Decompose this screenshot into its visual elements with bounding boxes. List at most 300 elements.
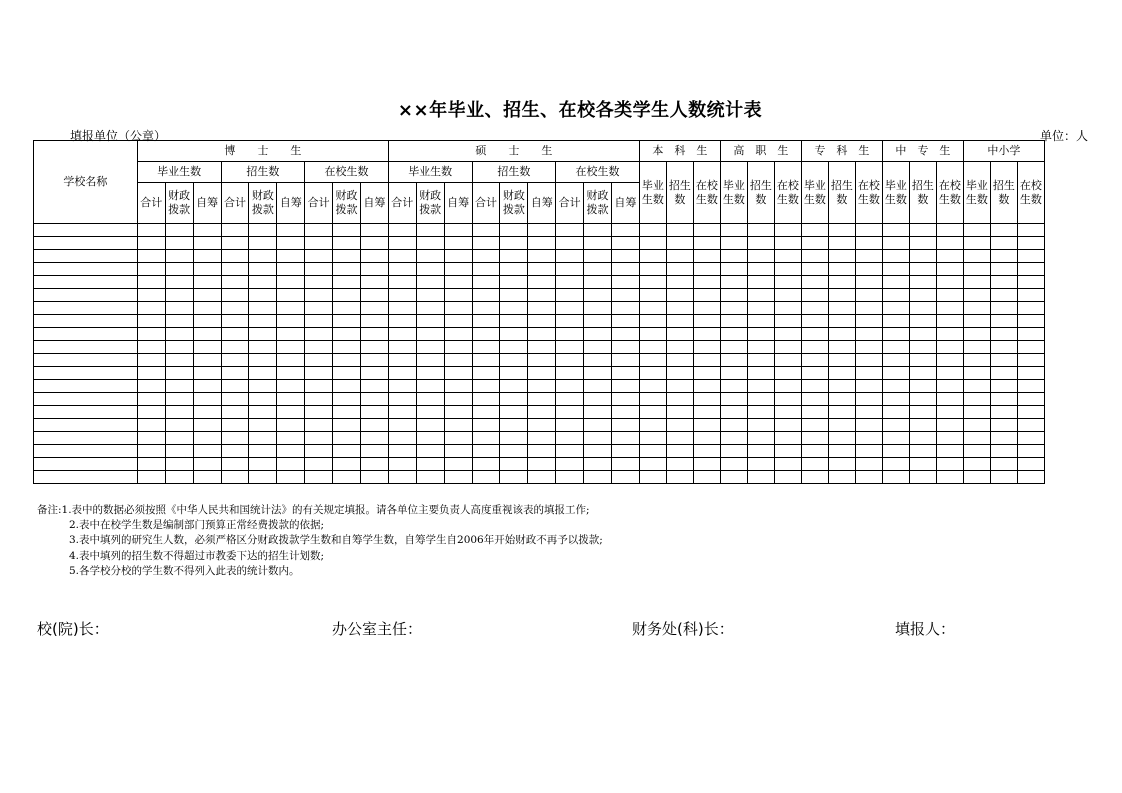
mas-grad-self: 自筹 bbox=[444, 183, 472, 224]
table-cell bbox=[882, 237, 909, 250]
table-cell bbox=[693, 471, 720, 484]
table-cell bbox=[137, 393, 165, 406]
table-cell bbox=[137, 406, 165, 419]
table-cell bbox=[472, 302, 500, 315]
doc-enroll-header: 招生数 bbox=[221, 162, 305, 183]
sv-enroll: 招生数 bbox=[909, 162, 936, 224]
table-cell bbox=[720, 445, 747, 458]
ug-enroll: 招生数 bbox=[666, 162, 693, 224]
finance-head-signature: 财务处(科)长： bbox=[632, 620, 734, 638]
table-cell bbox=[855, 263, 882, 276]
table-row bbox=[34, 367, 1122, 380]
table-cell bbox=[747, 315, 774, 328]
table-row bbox=[34, 406, 1122, 419]
table-cell bbox=[639, 302, 666, 315]
table-cell bbox=[855, 289, 882, 302]
table-cell bbox=[416, 380, 444, 393]
table-cell bbox=[388, 419, 416, 432]
table-cell bbox=[693, 302, 720, 315]
table-cell bbox=[990, 419, 1017, 432]
table-cell bbox=[936, 302, 963, 315]
table-cell bbox=[584, 289, 612, 302]
table-cell bbox=[277, 289, 305, 302]
table-cell bbox=[611, 380, 639, 393]
ug-inschool: 在校生数 bbox=[693, 162, 720, 224]
table-cell bbox=[611, 406, 639, 419]
table-cell bbox=[882, 328, 909, 341]
table-cell bbox=[801, 419, 828, 432]
table-cell bbox=[221, 328, 249, 341]
table-cell bbox=[388, 406, 416, 419]
table-cell bbox=[500, 237, 528, 250]
mas-inschool-header: 在校生数 bbox=[556, 162, 640, 183]
table-cell bbox=[1017, 354, 1044, 367]
higher-voc-header: 高 职 生 bbox=[720, 141, 801, 162]
table-cell bbox=[747, 224, 774, 237]
table-cell bbox=[693, 354, 720, 367]
table-cell bbox=[936, 276, 963, 289]
table-cell bbox=[963, 393, 990, 406]
ps-inschool: 在校生数 bbox=[1017, 162, 1044, 224]
school-name-header: 学校名称 bbox=[34, 141, 138, 224]
table-cell bbox=[963, 224, 990, 237]
table-cell bbox=[333, 419, 361, 432]
table-cell bbox=[1017, 458, 1044, 471]
doc-grad-fiscal: 财政拨款 bbox=[165, 183, 193, 224]
table-cell bbox=[584, 354, 612, 367]
table-cell bbox=[305, 419, 333, 432]
table-cell bbox=[556, 354, 584, 367]
table-cell bbox=[639, 419, 666, 432]
table-cell bbox=[360, 432, 388, 445]
table-cell bbox=[360, 380, 388, 393]
table-cell bbox=[1017, 393, 1044, 406]
doc-enroll-fiscal: 财政拨款 bbox=[249, 183, 277, 224]
mas-enroll-total: 合计 bbox=[472, 183, 500, 224]
jc-inschool: 在校生数 bbox=[855, 162, 882, 224]
primary-secondary-header: 中小学 bbox=[963, 141, 1044, 162]
table-cell bbox=[500, 250, 528, 263]
table-cell bbox=[666, 367, 693, 380]
table-cell bbox=[855, 341, 882, 354]
table-cell bbox=[333, 328, 361, 341]
table-cell bbox=[528, 406, 556, 419]
table-cell bbox=[500, 419, 528, 432]
table-cell bbox=[528, 445, 556, 458]
table-cell bbox=[221, 302, 249, 315]
table-cell bbox=[693, 224, 720, 237]
table-cell bbox=[221, 289, 249, 302]
table-cell bbox=[584, 406, 612, 419]
table-cell bbox=[936, 380, 963, 393]
table-cell bbox=[249, 328, 277, 341]
table-cell bbox=[936, 315, 963, 328]
table-cell bbox=[1017, 471, 1044, 484]
doc-enroll-self: 自筹 bbox=[277, 183, 305, 224]
table-cell bbox=[388, 302, 416, 315]
table-cell bbox=[360, 328, 388, 341]
table-cell bbox=[990, 367, 1017, 380]
doc-grad-self: 自筹 bbox=[193, 183, 221, 224]
table-cell bbox=[666, 237, 693, 250]
table-cell bbox=[801, 445, 828, 458]
table-cell bbox=[500, 328, 528, 341]
table-cell bbox=[249, 354, 277, 367]
table-cell bbox=[801, 289, 828, 302]
table-cell bbox=[693, 289, 720, 302]
table-cell bbox=[528, 302, 556, 315]
table-cell bbox=[909, 289, 936, 302]
table-cell bbox=[333, 432, 361, 445]
table-cell bbox=[855, 393, 882, 406]
table-cell bbox=[693, 250, 720, 263]
table-cell bbox=[34, 237, 138, 250]
table-row bbox=[34, 250, 1122, 263]
table-cell bbox=[388, 341, 416, 354]
table-cell bbox=[611, 328, 639, 341]
table-cell bbox=[990, 445, 1017, 458]
table-cell bbox=[963, 276, 990, 289]
table-cell bbox=[774, 406, 801, 419]
table-cell bbox=[855, 354, 882, 367]
table-cell bbox=[666, 224, 693, 237]
table-cell bbox=[249, 419, 277, 432]
table-cell bbox=[801, 380, 828, 393]
table-cell bbox=[909, 328, 936, 341]
table-cell bbox=[556, 250, 584, 263]
table-cell bbox=[137, 276, 165, 289]
table-cell bbox=[388, 393, 416, 406]
table-cell bbox=[639, 380, 666, 393]
table-cell bbox=[639, 237, 666, 250]
table-cell bbox=[693, 315, 720, 328]
table-cell bbox=[277, 471, 305, 484]
table-cell bbox=[34, 406, 138, 419]
table-row bbox=[34, 471, 1122, 484]
table-cell bbox=[639, 458, 666, 471]
table-cell bbox=[801, 341, 828, 354]
table-cell bbox=[666, 276, 693, 289]
table-cell bbox=[882, 393, 909, 406]
table-cell bbox=[556, 406, 584, 419]
table-cell bbox=[34, 276, 138, 289]
table-cell bbox=[855, 315, 882, 328]
statistics-table bbox=[33, 140, 1122, 484]
table-cell bbox=[165, 354, 193, 367]
table-cell bbox=[801, 263, 828, 276]
table-cell bbox=[249, 367, 277, 380]
table-cell bbox=[333, 263, 361, 276]
table-cell bbox=[193, 471, 221, 484]
table-cell bbox=[221, 445, 249, 458]
table-cell bbox=[774, 237, 801, 250]
table-cell bbox=[165, 315, 193, 328]
table-cell bbox=[444, 445, 472, 458]
table-cell bbox=[855, 380, 882, 393]
table-cell bbox=[666, 406, 693, 419]
table-cell bbox=[165, 432, 193, 445]
table-cell bbox=[305, 302, 333, 315]
table-cell bbox=[936, 367, 963, 380]
table-cell bbox=[882, 380, 909, 393]
table-cell bbox=[1017, 315, 1044, 328]
doc-enroll-total: 合计 bbox=[221, 183, 249, 224]
table-cell bbox=[137, 263, 165, 276]
table-cell bbox=[528, 458, 556, 471]
table-cell bbox=[828, 289, 855, 302]
table-cell bbox=[855, 250, 882, 263]
table-cell bbox=[472, 419, 500, 432]
table-cell bbox=[666, 432, 693, 445]
table-cell bbox=[221, 432, 249, 445]
table-cell bbox=[639, 328, 666, 341]
table-row bbox=[34, 458, 1122, 471]
table-cell bbox=[963, 445, 990, 458]
doc-inschool-self: 自筹 bbox=[360, 183, 388, 224]
table-cell bbox=[1017, 367, 1044, 380]
table-cell bbox=[693, 406, 720, 419]
table-cell bbox=[360, 445, 388, 458]
table-cell bbox=[444, 432, 472, 445]
table-cell bbox=[1017, 406, 1044, 419]
table-cell bbox=[639, 432, 666, 445]
table-cell bbox=[774, 432, 801, 445]
table-cell bbox=[828, 237, 855, 250]
table-cell bbox=[500, 276, 528, 289]
table-row bbox=[34, 302, 1122, 315]
table-cell bbox=[828, 263, 855, 276]
table-cell bbox=[720, 263, 747, 276]
table-cell bbox=[360, 224, 388, 237]
table-cell bbox=[388, 328, 416, 341]
table-cell bbox=[34, 328, 138, 341]
table-cell bbox=[388, 276, 416, 289]
table-cell bbox=[472, 380, 500, 393]
mas-enroll-header: 招生数 bbox=[472, 162, 556, 183]
table-cell bbox=[500, 302, 528, 315]
table-cell bbox=[909, 224, 936, 237]
doctoral-header: 博 士 生 bbox=[137, 141, 388, 162]
table-cell bbox=[584, 380, 612, 393]
table-cell bbox=[909, 341, 936, 354]
table-cell bbox=[720, 289, 747, 302]
table-cell bbox=[360, 419, 388, 432]
table-cell bbox=[774, 250, 801, 263]
table-cell bbox=[720, 250, 747, 263]
table-cell bbox=[249, 237, 277, 250]
table-cell bbox=[416, 237, 444, 250]
table-cell bbox=[416, 367, 444, 380]
table-cell bbox=[137, 328, 165, 341]
table-cell bbox=[882, 224, 909, 237]
table-cell bbox=[584, 250, 612, 263]
table-cell bbox=[666, 341, 693, 354]
mas-inschool-self: 自筹 bbox=[611, 183, 639, 224]
table-row bbox=[34, 341, 1122, 354]
table-cell bbox=[963, 367, 990, 380]
table-cell bbox=[165, 289, 193, 302]
table-cell bbox=[137, 354, 165, 367]
table-cell bbox=[639, 341, 666, 354]
table-cell bbox=[909, 367, 936, 380]
table-cell bbox=[936, 289, 963, 302]
table-cell bbox=[249, 276, 277, 289]
table-cell bbox=[1017, 432, 1044, 445]
table-cell bbox=[444, 406, 472, 419]
table-cell bbox=[305, 458, 333, 471]
table-cell bbox=[774, 302, 801, 315]
table-cell bbox=[774, 263, 801, 276]
table-cell bbox=[639, 263, 666, 276]
table-cell bbox=[528, 471, 556, 484]
table-cell bbox=[193, 445, 221, 458]
table-cell bbox=[500, 458, 528, 471]
table-cell bbox=[528, 432, 556, 445]
table-cell bbox=[882, 367, 909, 380]
table-cell bbox=[416, 263, 444, 276]
table-cell bbox=[388, 471, 416, 484]
table-cell bbox=[747, 432, 774, 445]
table-cell bbox=[137, 380, 165, 393]
table-cell bbox=[193, 406, 221, 419]
table-cell bbox=[333, 302, 361, 315]
table-cell bbox=[249, 406, 277, 419]
mas-inschool-total: 合计 bbox=[556, 183, 584, 224]
table-cell bbox=[666, 445, 693, 458]
table-cell bbox=[472, 237, 500, 250]
table-cell bbox=[305, 263, 333, 276]
doc-inschool-total: 合计 bbox=[305, 183, 333, 224]
table-cell bbox=[747, 237, 774, 250]
table-cell bbox=[556, 432, 584, 445]
table-cell bbox=[693, 380, 720, 393]
table-cell bbox=[936, 419, 963, 432]
table-cell bbox=[611, 458, 639, 471]
table-cell bbox=[990, 289, 1017, 302]
table-cell bbox=[221, 341, 249, 354]
table-cell bbox=[249, 458, 277, 471]
table-cell bbox=[444, 328, 472, 341]
table-cell bbox=[990, 263, 1017, 276]
table-cell bbox=[584, 419, 612, 432]
table-cell bbox=[193, 380, 221, 393]
table-cell bbox=[444, 250, 472, 263]
table-cell bbox=[556, 380, 584, 393]
table-cell bbox=[990, 341, 1017, 354]
table-cell bbox=[936, 250, 963, 263]
table-cell bbox=[855, 276, 882, 289]
table-cell bbox=[165, 471, 193, 484]
table-cell bbox=[528, 315, 556, 328]
table-cell bbox=[388, 289, 416, 302]
table-cell bbox=[193, 250, 221, 263]
table-cell bbox=[249, 380, 277, 393]
table-cell bbox=[277, 250, 305, 263]
table-cell bbox=[444, 289, 472, 302]
table-cell bbox=[1017, 289, 1044, 302]
table-cell bbox=[666, 263, 693, 276]
table-cell bbox=[305, 393, 333, 406]
table-cell bbox=[193, 393, 221, 406]
table-cell bbox=[882, 263, 909, 276]
table-cell bbox=[388, 315, 416, 328]
table-cell bbox=[828, 380, 855, 393]
table-cell bbox=[639, 250, 666, 263]
table-cell bbox=[305, 289, 333, 302]
table-cell bbox=[137, 458, 165, 471]
table-cell bbox=[472, 341, 500, 354]
table-cell bbox=[693, 419, 720, 432]
table-cell bbox=[500, 393, 528, 406]
table-row bbox=[34, 445, 1122, 458]
table-cell bbox=[333, 276, 361, 289]
table-cell bbox=[333, 393, 361, 406]
table-cell bbox=[584, 367, 612, 380]
table-cell bbox=[584, 224, 612, 237]
table-cell bbox=[639, 315, 666, 328]
table-cell bbox=[747, 471, 774, 484]
table-cell bbox=[360, 393, 388, 406]
table-cell bbox=[528, 419, 556, 432]
table-cell bbox=[611, 367, 639, 380]
table-cell bbox=[34, 419, 138, 432]
table-cell bbox=[801, 250, 828, 263]
mas-inschool-fiscal: 财政拨款 bbox=[584, 183, 612, 224]
table-cell bbox=[277, 237, 305, 250]
table-cell bbox=[855, 224, 882, 237]
table-cell bbox=[801, 471, 828, 484]
table-cell bbox=[666, 315, 693, 328]
secondary-voc-header: 中 专 生 bbox=[882, 141, 963, 162]
table-cell bbox=[444, 237, 472, 250]
table-cell bbox=[909, 432, 936, 445]
table-cell bbox=[639, 354, 666, 367]
table-cell bbox=[801, 328, 828, 341]
table-cell bbox=[388, 354, 416, 367]
table-cell bbox=[963, 406, 990, 419]
table-cell bbox=[882, 315, 909, 328]
table-cell bbox=[165, 341, 193, 354]
table-cell bbox=[584, 237, 612, 250]
table-cell bbox=[416, 354, 444, 367]
table-cell bbox=[34, 354, 138, 367]
table-cell bbox=[747, 406, 774, 419]
table-cell bbox=[882, 302, 909, 315]
table-cell bbox=[666, 471, 693, 484]
table-cell bbox=[556, 237, 584, 250]
table-cell bbox=[34, 315, 138, 328]
table-cell bbox=[333, 367, 361, 380]
table-cell bbox=[34, 250, 138, 263]
table-cell bbox=[193, 224, 221, 237]
table-cell bbox=[828, 393, 855, 406]
table-cell bbox=[193, 341, 221, 354]
table-cell bbox=[193, 237, 221, 250]
table-cell bbox=[500, 406, 528, 419]
table-row bbox=[34, 432, 1122, 445]
table-cell bbox=[828, 354, 855, 367]
table-row bbox=[34, 289, 1122, 302]
table-cell bbox=[990, 328, 1017, 341]
table-cell bbox=[693, 237, 720, 250]
table-cell bbox=[990, 224, 1017, 237]
table-cell bbox=[556, 445, 584, 458]
table-cell bbox=[801, 302, 828, 315]
table-cell bbox=[277, 354, 305, 367]
table-cell bbox=[909, 250, 936, 263]
note-line: 备注:1.表中的数据必须按照《中华人民共和国统计法》的有关规定填报。请各单位主要负责人高度重视该表的填报工作; bbox=[37, 504, 590, 516]
table-cell bbox=[720, 406, 747, 419]
